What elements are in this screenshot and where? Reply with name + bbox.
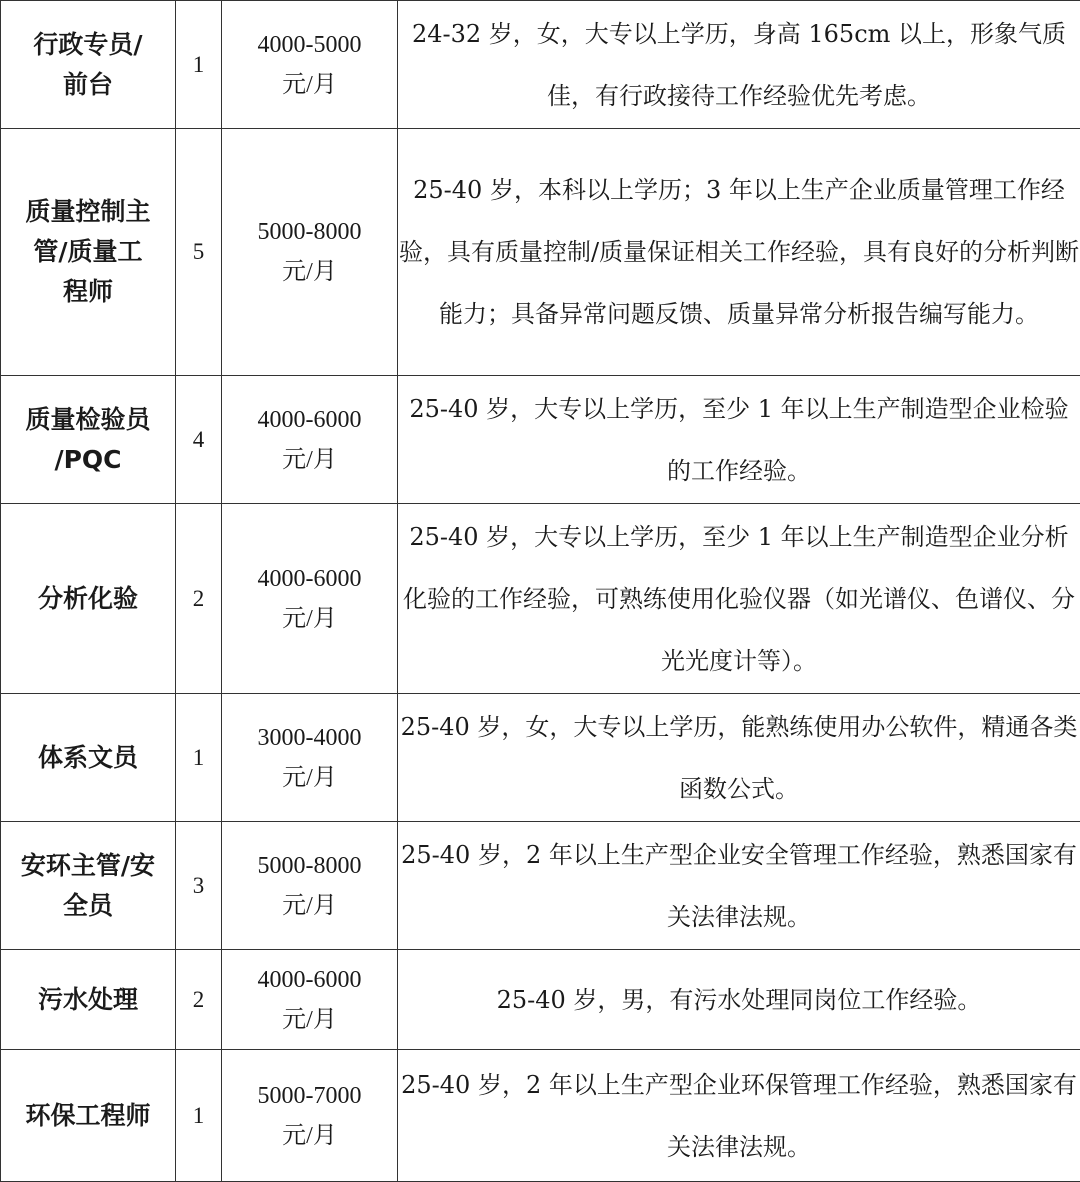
salary-unit: 元/月	[222, 252, 397, 292]
position-title	[1, 694, 176, 822]
table-row	[1, 376, 1080, 504]
salary	[222, 822, 398, 950]
salary-range: 4000-6000	[222, 960, 397, 1000]
job-requirements: 25-40 岁，2 年以上生产型企业安全管理工作经验，熟悉国家有关法律法规。	[398, 822, 1080, 950]
job-requirements: 24-32 岁，女，大专以上学历，身高 165cm 以上，形象气质佳，有行政接待工作经验优先考虑。	[398, 1, 1080, 129]
headcount: 4	[176, 376, 222, 504]
salary-range: 5000-7000	[222, 1076, 397, 1116]
position-title-line: 质量检验员	[1, 400, 175, 440]
table-row	[1, 1050, 1080, 1182]
headcount: 2	[176, 950, 222, 1050]
headcount: 1	[176, 1, 222, 129]
salary-range: 3000-4000	[222, 718, 397, 758]
position-title-line: 环保工程师	[1, 1096, 175, 1136]
headcount: 1	[176, 694, 222, 822]
table-row	[1, 504, 1080, 694]
headcount: 1	[176, 1050, 222, 1182]
job-requirements: 25-40 岁，大专以上学历，至少 1 年以上生产制造型企业检验的工作经验。	[398, 376, 1080, 504]
position-title-line: 分析化验	[1, 579, 175, 619]
position-title-line: 管/质量工	[1, 232, 175, 272]
table-row	[1, 694, 1080, 822]
salary-range: 4000-6000	[222, 559, 397, 599]
position-title-line: 行政专员/	[1, 25, 175, 65]
position-title	[1, 504, 176, 694]
job-requirements: 25-40 岁，2 年以上生产型企业环保管理工作经验，熟悉国家有关法律法规。	[398, 1050, 1080, 1182]
salary-unit: 元/月	[222, 440, 397, 480]
salary	[222, 129, 398, 376]
position-title-line: /PQC	[1, 440, 175, 480]
position-title	[1, 129, 176, 376]
salary-range: 4000-6000	[222, 400, 397, 440]
position-title	[1, 1050, 176, 1182]
salary-unit: 元/月	[222, 1116, 397, 1156]
position-title	[1, 822, 176, 950]
position-title-line: 程师	[1, 272, 175, 312]
salary-range: 5000-8000	[222, 212, 397, 252]
job-requirements: 25-40 岁，女，大专以上学历，能熟练使用办公软件，精通各类函数公式。	[398, 694, 1080, 822]
job-requirements: 25-40 岁，男，有污水处理同岗位工作经验。	[398, 950, 1080, 1050]
headcount: 2	[176, 504, 222, 694]
job-requirements: 25-40 岁，大专以上学历，至少 1 年以上生产制造型企业分析化验的工作经验，可熟练使用化验仪器（如光谱仪、色谱仪、分光光度计等）。	[398, 504, 1080, 694]
salary-range: 5000-8000	[222, 846, 397, 886]
salary-unit: 元/月	[222, 758, 397, 798]
salary	[222, 950, 398, 1050]
salary	[222, 1, 398, 129]
salary	[222, 694, 398, 822]
position-title-line: 污水处理	[1, 980, 175, 1020]
job-openings-body	[1, 1, 1080, 1182]
position-title-line: 安环主管/安	[1, 846, 175, 886]
salary	[222, 504, 398, 694]
salary-unit: 元/月	[222, 1000, 397, 1040]
table-row	[1, 1, 1080, 129]
salary-unit: 元/月	[222, 599, 397, 639]
table-row	[1, 129, 1080, 376]
job-requirements: 25-40 岁，本科以上学历；3 年以上生产企业质量管理工作经验，具有质量控制/质量保证相关工作经验，具有良好的分析判断能力；具备异常问题反馈、质量异常分析报告编写能力。	[398, 129, 1080, 376]
table-row	[1, 822, 1080, 950]
position-title	[1, 1, 176, 129]
headcount: 3	[176, 822, 222, 950]
table-row	[1, 950, 1080, 1050]
headcount: 5	[176, 129, 222, 376]
salary-unit: 元/月	[222, 886, 397, 926]
position-title-line: 体系文员	[1, 738, 175, 778]
position-title-line: 前台	[1, 65, 175, 105]
position-title	[1, 376, 176, 504]
salary-unit: 元/月	[222, 65, 397, 105]
position-title	[1, 950, 176, 1050]
salary	[222, 376, 398, 504]
salary	[222, 1050, 398, 1182]
salary-range: 4000-5000	[222, 25, 397, 65]
position-title-line: 全员	[1, 886, 175, 926]
position-title-line: 质量控制主	[1, 192, 175, 232]
